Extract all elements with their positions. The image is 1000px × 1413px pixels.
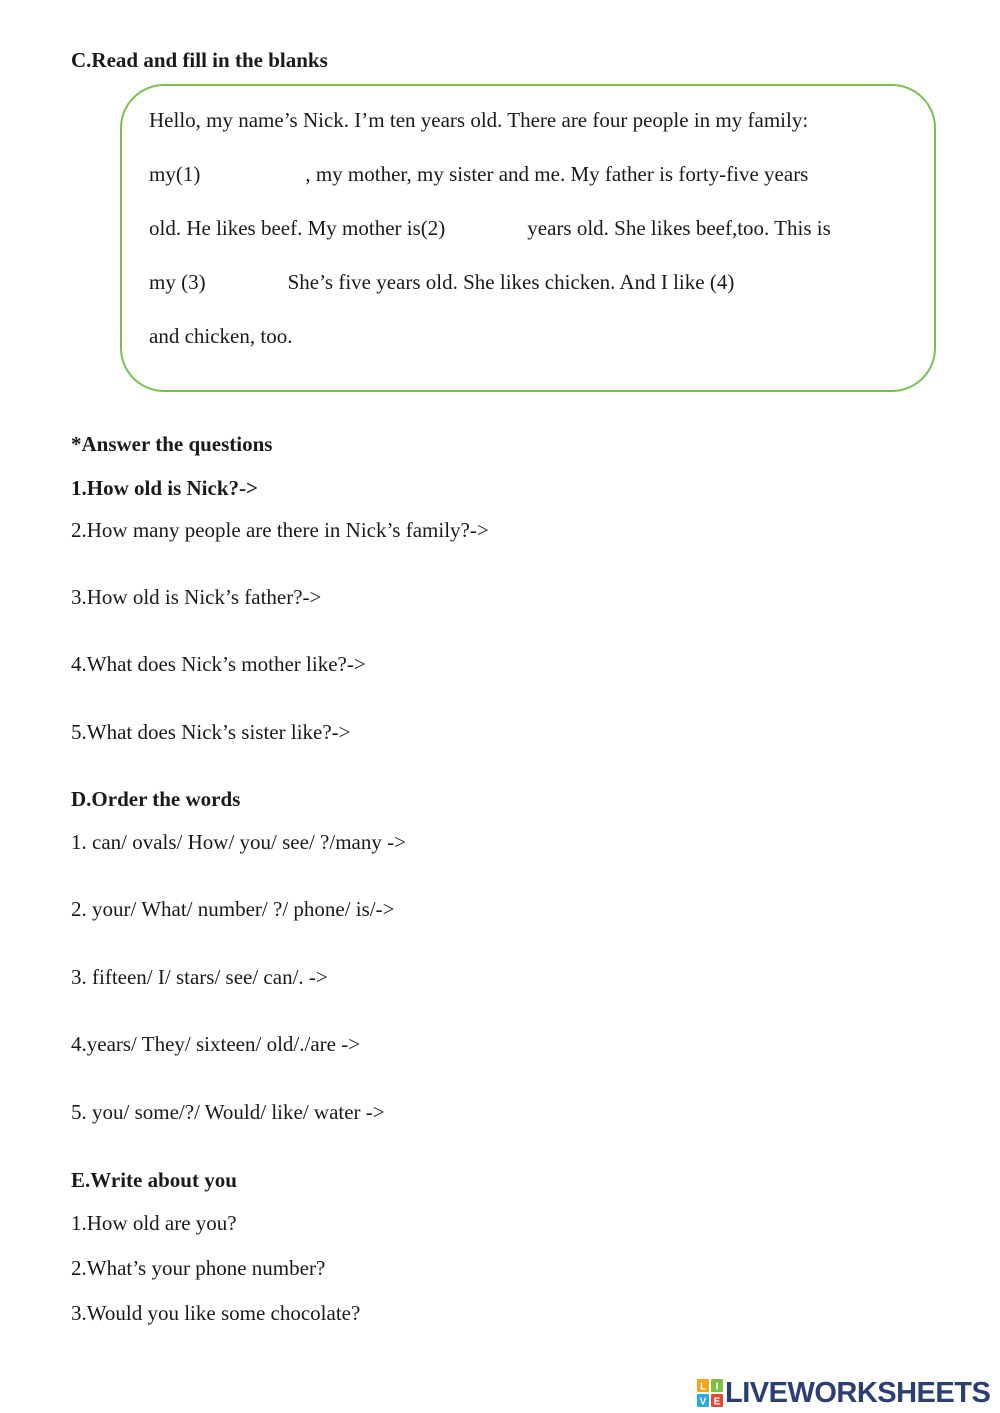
passage-text: my (3) xyxy=(149,270,206,294)
write-item-3: 3.Would you like some chocolate? xyxy=(71,1301,361,1325)
passage-text: old. He likes beef. My mother is(2) xyxy=(149,216,446,240)
question-3: 3.How old is Nick’s father?-> xyxy=(71,585,322,609)
question-5: 5.What does Nick’s sister like?-> xyxy=(71,720,351,744)
question-1: 1.How old is Nick?-> xyxy=(71,476,258,500)
passage-line-3 xyxy=(149,216,831,241)
passage-text: She’s five years old. She likes chicken. And I like (4) xyxy=(287,270,735,294)
section-c-title: C.Read and fill in the blanks xyxy=(71,48,328,72)
svg-text:V: V xyxy=(699,1396,707,1407)
order-item-3: 3. fifteen/ I/ stars/ see/ can/. -> xyxy=(71,965,328,989)
passage-line-1: Hello, my name’s Nick. I’m ten years old. There are four people in my family: xyxy=(149,108,809,132)
svg-text:L: L xyxy=(699,1381,707,1393)
write-item-1: 1.How old are you? xyxy=(71,1211,237,1235)
passage-line-5: and chicken, too. xyxy=(149,324,293,348)
svg-text:E: E xyxy=(713,1396,721,1407)
passage-line-4 xyxy=(149,270,794,295)
question-2: 2.How many people are there in Nick’s family?-> xyxy=(71,518,489,542)
section-d-title: D.Order the words xyxy=(71,787,241,811)
write-item-2: 2.What’s your phone number? xyxy=(71,1256,326,1280)
svg-text:I: I xyxy=(715,1381,719,1393)
question-4: 4.What does Nick’s mother like?-> xyxy=(71,652,366,676)
passage-text: my(1) xyxy=(149,162,201,186)
order-item-2: 2. your/ What/ number/ ?/ phone/ is/-> xyxy=(71,897,395,921)
order-item-5: 5. you/ some/?/ Would/ like/ water -> xyxy=(71,1100,385,1124)
passage-line-2 xyxy=(149,162,808,187)
brand-name: LIVEWORKSHEETS xyxy=(725,1376,991,1409)
passage-text: years old. She likes beef,too. This is xyxy=(527,216,831,240)
order-item-4: 4.years/ They/ sixteen/ old/./are -> xyxy=(71,1032,361,1056)
liveworksheets-logo xyxy=(697,1377,990,1409)
live-tiles-icon xyxy=(697,1379,723,1407)
section-e-title: E.Write about you xyxy=(71,1168,237,1192)
passage-text: , my mother, my sister and me. My father is forty-five years xyxy=(305,162,809,186)
order-item-1: 1. can/ ovals/ How/ you/ see/ ?/many -> xyxy=(71,830,406,854)
questions-title: *Answer the questions xyxy=(71,432,273,456)
